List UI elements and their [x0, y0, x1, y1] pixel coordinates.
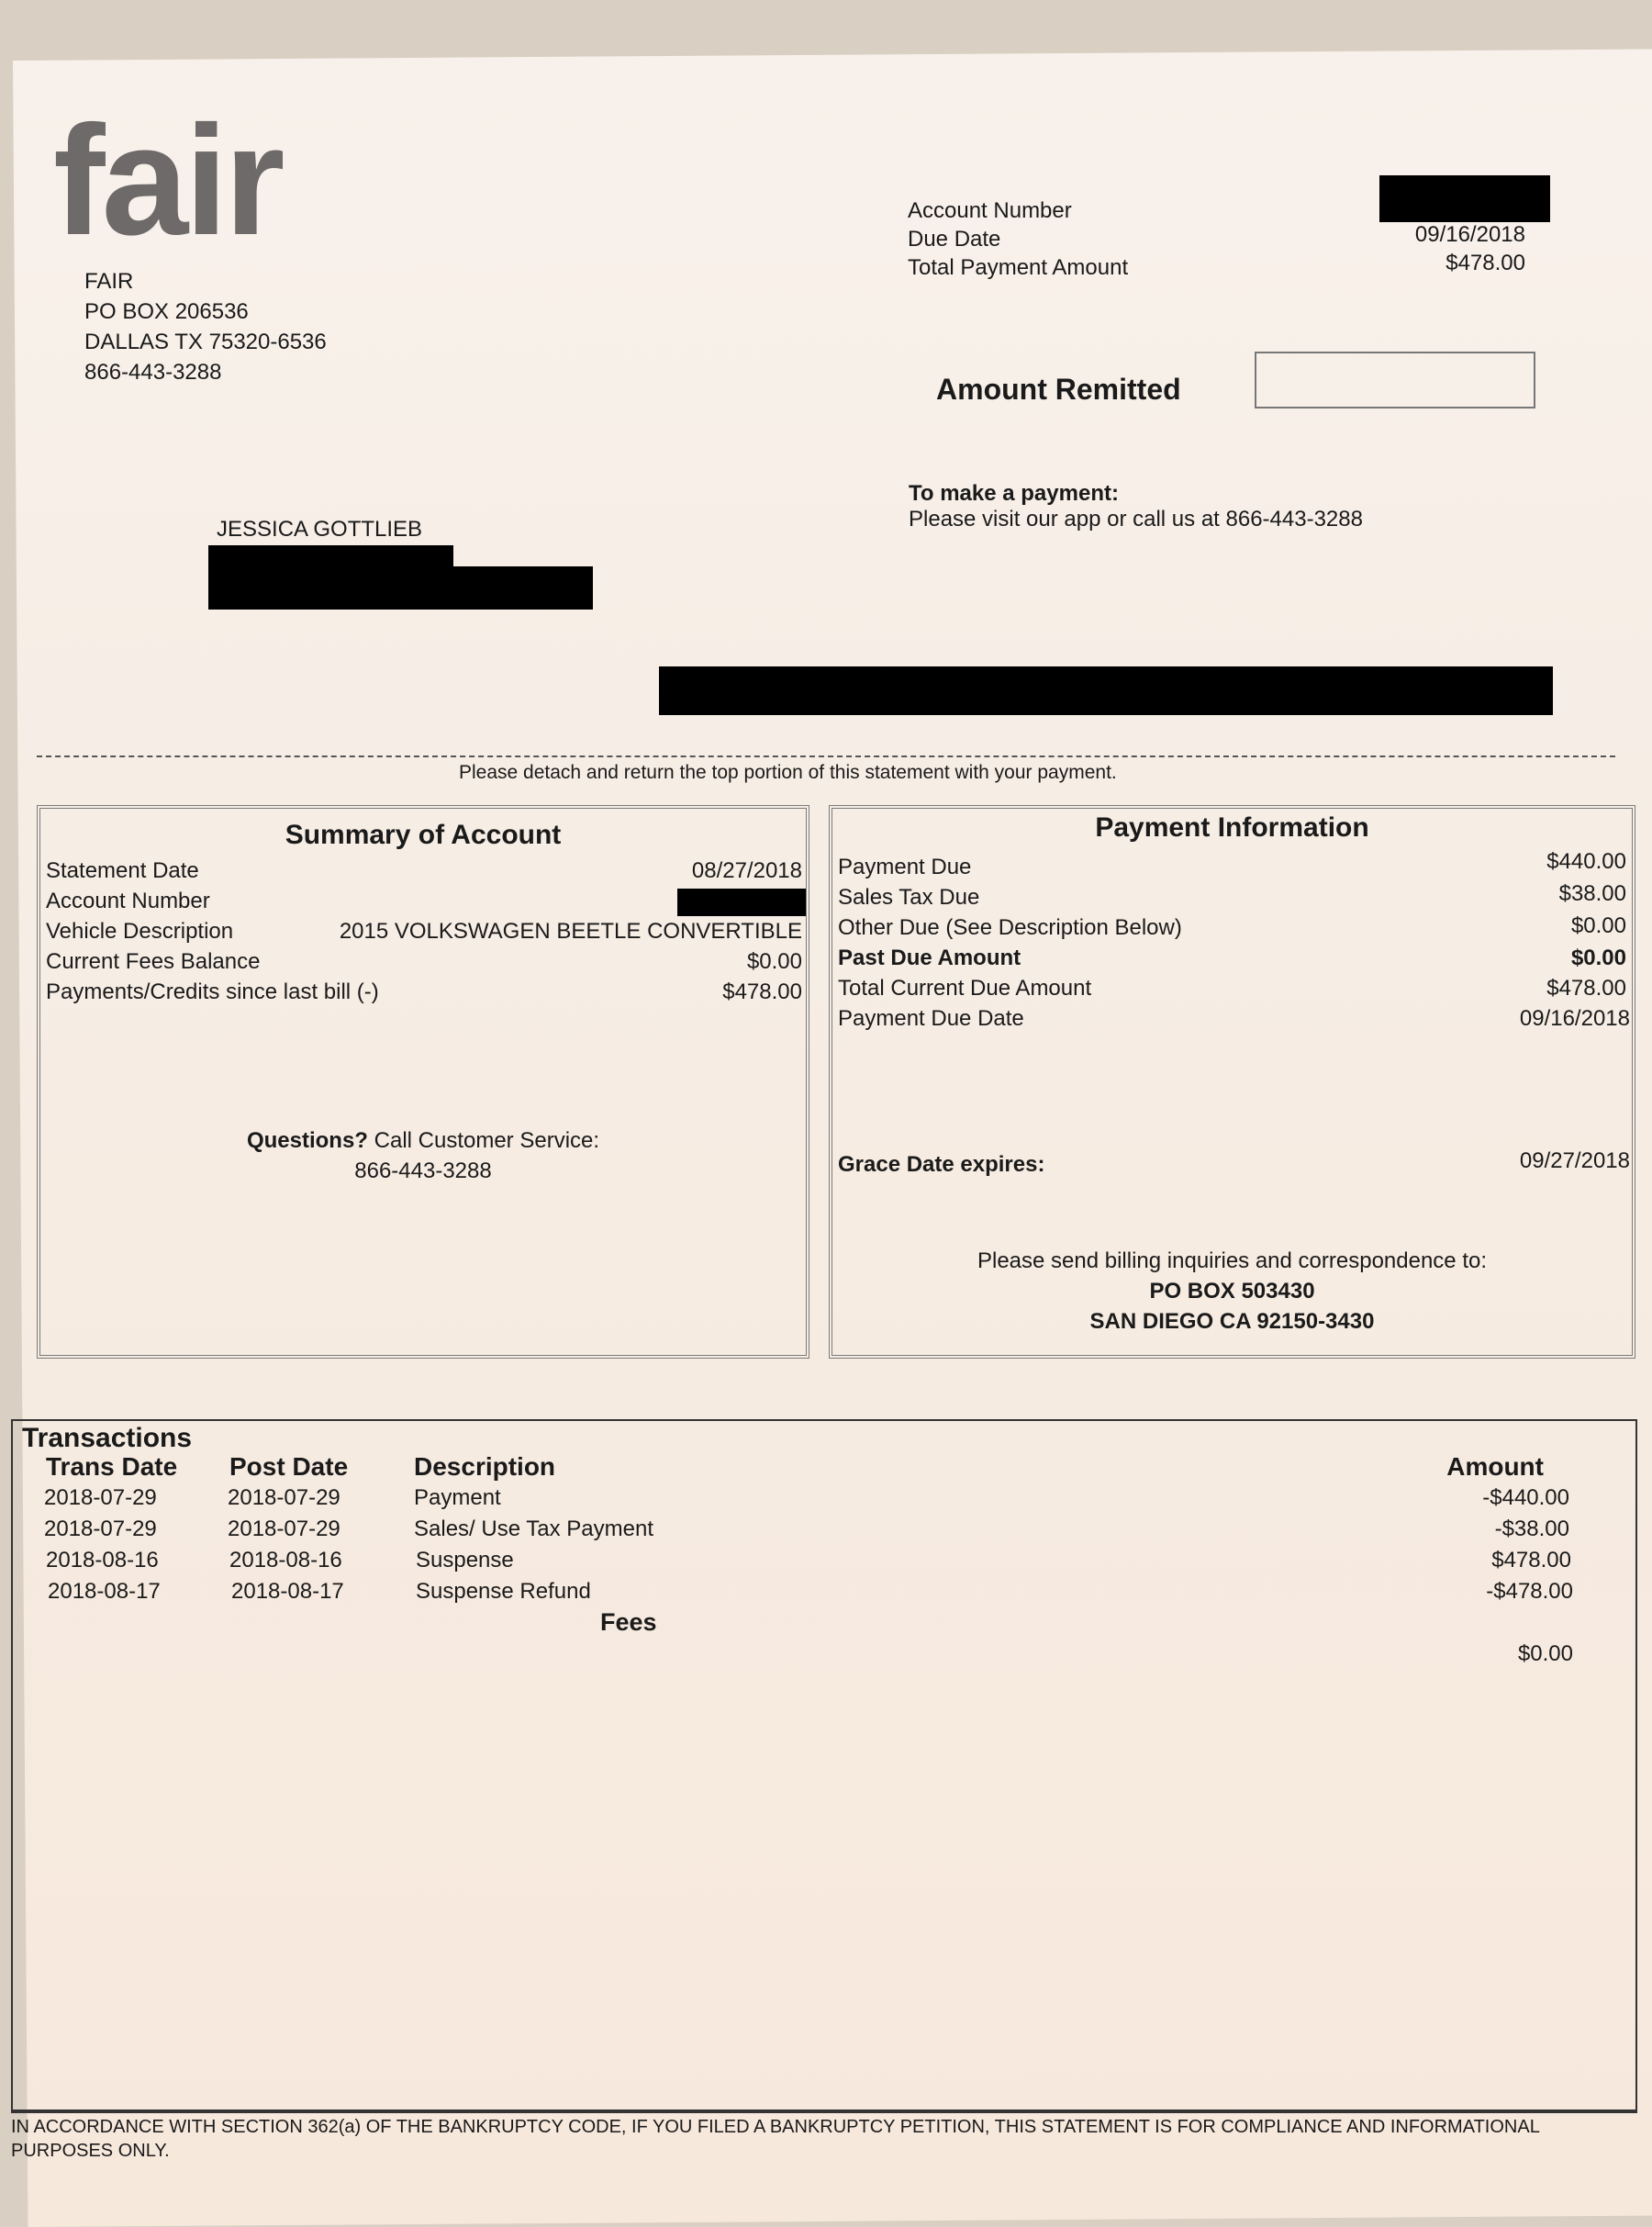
- address-line: PO BOX 206536: [84, 299, 249, 324]
- transactions-header: [13, 1452, 1635, 1482]
- questions-label: Call Customer Service:: [367, 1128, 600, 1153]
- payment-row: [832, 915, 1632, 945]
- trans-date: 2018-08-17: [48, 1579, 161, 1604]
- total-payment-value: $478.00: [1446, 251, 1525, 275]
- header-post-date: Post Date: [229, 1452, 349, 1481]
- inquiries-line2: SAN DIEGO CA 92150-3430: [1089, 1309, 1375, 1334]
- row-label: Other Due (See Description Below): [838, 915, 1182, 940]
- redacted-barcode: [659, 666, 1553, 715]
- inquiries-text: Please send billing inquiries and correspondence to:: [977, 1248, 1488, 1273]
- summary-row: [40, 889, 806, 918]
- header-trans-date: Trans Date: [46, 1452, 178, 1481]
- table-row: [13, 1579, 1635, 1608]
- to-pay-text: Please visit our app or call us at 866-443-3288: [909, 507, 1363, 532]
- due-date-value: 09/16/2018: [1414, 222, 1525, 247]
- questions-bold: Questions?: [246, 1128, 368, 1153]
- customer-service-phone: 866-443-3288: [354, 1158, 492, 1183]
- fair-logo: fair: [53, 94, 282, 268]
- row-value: $0.00: [746, 949, 802, 974]
- payment-row: [832, 1006, 1632, 1035]
- header-description: Description: [414, 1452, 556, 1481]
- grace-value: 09/27/2018: [1519, 1148, 1630, 1173]
- row-value: 09/16/2018: [1519, 1006, 1630, 1031]
- row-label: Payment Due Date: [838, 1006, 1024, 1031]
- detach-line: [37, 755, 1615, 757]
- questions-text: [40, 1128, 806, 1154]
- grace-date-row: [832, 1148, 1632, 1181]
- payment-row: [832, 946, 1632, 975]
- payment-title: Payment Information: [1095, 812, 1369, 843]
- fees-label: Fees: [600, 1608, 657, 1636]
- row-value: 2015 VOLKSWAGEN BEETLE CONVERTIBLE: [339, 919, 802, 944]
- payment-row: [832, 976, 1632, 1005]
- amount-remitted-field[interactable]: [1255, 352, 1535, 408]
- account-number-label: Account Number: [908, 198, 1072, 223]
- trans-date: 2018-07-29: [44, 1516, 157, 1541]
- total-payment-label: Total Payment Amount: [908, 255, 1129, 280]
- due-date-label: Due Date: [908, 227, 1001, 252]
- row-label: Current Fees Balance: [46, 949, 261, 974]
- row-label: Vehicle Description: [46, 919, 234, 944]
- summary-row: [40, 949, 806, 979]
- amount: -$478.00: [1486, 1579, 1573, 1604]
- redacted-account-number: [1379, 175, 1550, 222]
- amount: $478.00: [1491, 1548, 1571, 1572]
- description: Payment: [414, 1485, 501, 1510]
- row-value: $478.00: [722, 979, 802, 1004]
- row-value: $440.00: [1546, 849, 1626, 874]
- row-label: Sales Tax Due: [838, 885, 980, 910]
- summary-of-account-box: [37, 805, 809, 1359]
- row-label: Payment Due: [838, 855, 972, 879]
- address-line: FAIR: [84, 269, 134, 294]
- row-value: $0.00: [1570, 913, 1626, 938]
- post-date: 2018-07-29: [228, 1516, 340, 1541]
- row-label: Total Current Due Amount: [838, 976, 1092, 1001]
- header-amount: Amount: [1446, 1452, 1544, 1481]
- grace-label: Grace Date expires:: [838, 1152, 1045, 1177]
- description: Suspense: [416, 1548, 514, 1572]
- transactions-box: [11, 1419, 1637, 2113]
- table-row: [13, 1485, 1635, 1515]
- row-value: $38.00: [1558, 881, 1626, 906]
- amount: -$38.00: [1494, 1516, 1569, 1541]
- description: Suspense Refund: [416, 1579, 591, 1604]
- trans-date: 2018-08-16: [46, 1548, 159, 1572]
- row-label: Account Number: [46, 889, 210, 913]
- summary-row: [40, 858, 806, 888]
- company-address: [84, 266, 327, 387]
- description: Sales/ Use Tax Payment: [414, 1516, 654, 1541]
- transactions-title: Transactions: [22, 1423, 193, 1453]
- address-phone: 866-443-3288: [84, 360, 222, 385]
- redacted-address: [208, 566, 593, 610]
- payment-row: [832, 881, 1632, 914]
- row-value: 08/27/2018: [691, 858, 802, 883]
- summary-row: [40, 979, 806, 1009]
- row-label: Statement Date: [46, 858, 199, 883]
- summary-title: Summary of Account: [285, 820, 562, 850]
- bankruptcy-disclaimer: IN ACCORDANCE WITH SECTION 362(a) OF THE BANKRUPTCY CODE, IF YOU FILED A BANKRUPTCY PETITION, THIS STATEMENT IS FOR COMPLIANCE AND INFORMATIONAL PURPOSES ONLY.: [11, 2117, 1540, 2161]
- post-date: 2018-08-16: [229, 1548, 342, 1572]
- trans-date: 2018-07-29: [44, 1485, 157, 1510]
- inquiries-line1: PO BOX 503430: [1149, 1279, 1315, 1304]
- fees-value: $0.00: [1517, 1641, 1573, 1666]
- summary-row: [40, 919, 806, 948]
- payment-row: [832, 849, 1632, 884]
- row-value: $0.00: [1570, 946, 1626, 970]
- row-label: Past Due Amount: [838, 946, 1021, 970]
- to-pay-title: To make a payment:: [909, 481, 1119, 506]
- detach-text: Please detach and return the top portion of this statement with your payment.: [459, 762, 1117, 783]
- row-value: $478.00: [1546, 976, 1626, 1001]
- payment-information-box: [829, 805, 1635, 1359]
- amount: -$440.00: [1482, 1485, 1569, 1510]
- row-label: Payments/Credits since last bill (-): [46, 979, 379, 1004]
- post-date: 2018-07-29: [228, 1485, 340, 1510]
- address-line: DALLAS TX 75320-6536: [84, 330, 327, 354]
- table-row: [13, 1516, 1635, 1546]
- customer-name: JESSICA GOTTLIEB: [217, 517, 423, 542]
- redacted-account-number: [677, 889, 806, 916]
- table-row: [13, 1548, 1635, 1577]
- post-date: 2018-08-17: [231, 1579, 344, 1604]
- amount-remitted-label: Amount Remitted: [936, 373, 1181, 406]
